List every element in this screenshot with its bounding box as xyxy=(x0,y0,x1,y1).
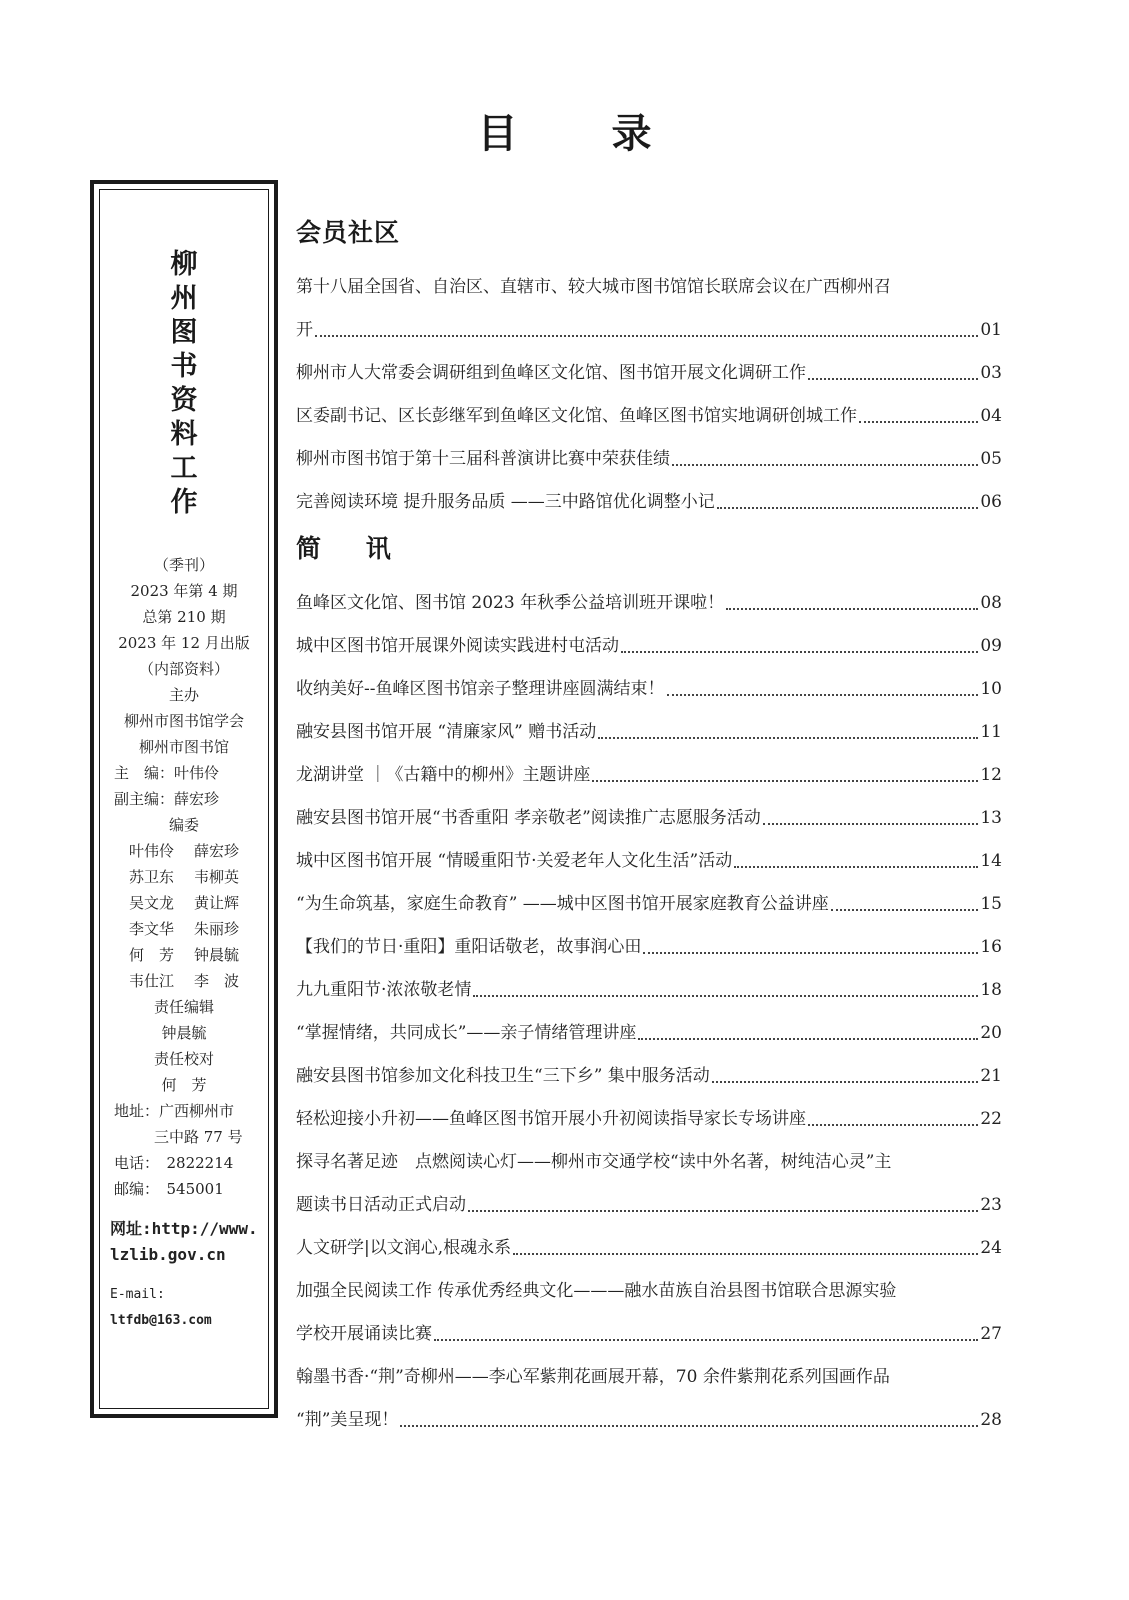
toc-entry[interactable] xyxy=(296,754,1002,797)
board-row xyxy=(100,890,268,916)
dot-leader xyxy=(592,779,978,782)
page-number: 22 xyxy=(980,1109,1002,1129)
board-member: 苏卫东 xyxy=(128,868,174,886)
page-number: 09 xyxy=(980,636,1002,656)
board-label: 编委 xyxy=(168,816,199,834)
toc-entry-line xyxy=(296,1012,1002,1055)
toc-entry[interactable] xyxy=(296,668,1002,711)
phone: 电话： 2822214 xyxy=(114,1154,234,1172)
dot-leader xyxy=(643,951,978,954)
section-heading: 会员社区 xyxy=(296,218,401,247)
toc-entry-title: 鱼峰区文化馆、图书馆 2023 年秋季公益培训班开课啦！ xyxy=(296,593,725,613)
dot-leader xyxy=(468,1209,978,1212)
dot-leader xyxy=(400,1424,978,1427)
page-number: 18 xyxy=(980,980,1002,1000)
frequency: （季刊） xyxy=(153,556,214,574)
toc-entry-title: 区委副书记、区长彭继军到鱼峰区文化馆、鱼峰区图书馆实地调研创城工作 xyxy=(296,406,857,426)
toc-entry[interactable] xyxy=(296,1141,1002,1227)
board-member: 韦仕江 xyxy=(128,972,174,990)
dot-leader xyxy=(808,377,978,380)
page-number: 24 xyxy=(980,1238,1002,1258)
magazine-title-char: 资 xyxy=(170,385,198,416)
toc-entry-title: 人文研学|以文润心,根魂永系 xyxy=(296,1238,512,1258)
toc-entry[interactable] xyxy=(296,969,1002,1012)
toc-entry-line xyxy=(296,1098,1002,1141)
sponsor: 柳州市图书馆 xyxy=(138,738,229,756)
toc-entry-title: 九九重阳节·浓浓敬老情 xyxy=(296,980,472,1000)
address: 地址：广西柳州市 xyxy=(114,1102,235,1120)
toc-entry[interactable] xyxy=(296,883,1002,926)
dot-leader xyxy=(717,506,979,509)
toc-entry-title: 【我们的节日·重阳】重阳话敬老，故事润心田 xyxy=(296,937,642,957)
page-number: 01 xyxy=(980,320,1002,340)
toc-entry[interactable] xyxy=(296,395,1002,438)
table-of-contents xyxy=(296,210,1002,1442)
toc-entry[interactable] xyxy=(296,481,1002,524)
toc-entry[interactable] xyxy=(296,438,1002,481)
website-link[interactable]: 网址:http://www. xyxy=(110,1219,258,1238)
toc-entry-title: 城中区图书馆开展课外阅读实践进村屯活动 xyxy=(296,636,619,656)
toc-entry-title-line: 加强全民阅读工作 传承优秀经典文化———融水苗族自治县图书馆联合思源实验 xyxy=(296,1281,897,1301)
toc-entry-line xyxy=(296,1313,1002,1356)
dot-leader xyxy=(513,1252,978,1255)
board-member: 李 波 xyxy=(194,972,240,990)
toc-entry[interactable] xyxy=(296,797,1002,840)
magazine-title-char: 图 xyxy=(170,317,198,348)
masthead-box xyxy=(90,180,278,1418)
toc-entry-line xyxy=(296,1399,1002,1442)
dot-leader xyxy=(621,650,978,653)
toc-entry-title: 收纳美好--鱼峰区图书馆亲子整理讲座圆满结束！ xyxy=(296,679,665,699)
board-row xyxy=(100,838,268,864)
board-member: 吴文龙 xyxy=(128,894,174,912)
toc-entry-line xyxy=(296,438,1002,481)
toc-entry-line xyxy=(296,926,1002,969)
website-link-cont[interactable]: lzlib.gov.cn xyxy=(110,1245,226,1264)
toc-entry-line xyxy=(296,840,1002,883)
dot-leader xyxy=(734,865,978,868)
toc-entry-line xyxy=(296,395,1002,438)
page-number: 08 xyxy=(980,593,1002,613)
page-number: 16 xyxy=(980,937,1002,957)
toc-entry-line xyxy=(296,1055,1002,1098)
toc-entry[interactable] xyxy=(296,1227,1002,1270)
toc-entry[interactable] xyxy=(296,1055,1002,1098)
dot-leader xyxy=(712,1080,979,1083)
internal-note: （内部资料） xyxy=(138,660,229,678)
issue-number: 2023 年第 4 期 xyxy=(130,582,238,600)
toc-entry-line xyxy=(296,625,1002,668)
board-row xyxy=(100,942,268,968)
toc-entry-title-line: 第十八届全国省、自治区、直辖市、较大城市图书馆馆长联席会议在广西柳州召 xyxy=(296,277,891,297)
board-member: 薛宏珍 xyxy=(194,842,240,860)
toc-entry-line xyxy=(296,711,1002,754)
toc-entry[interactable] xyxy=(296,266,1002,352)
dot-leader xyxy=(434,1338,978,1341)
toc-entry[interactable] xyxy=(296,1012,1002,1055)
toc-entry[interactable] xyxy=(296,625,1002,668)
toc-entry-title: 融安县图书馆开展 “清廉家风” 赠书活动 xyxy=(296,722,597,742)
toc-entry[interactable] xyxy=(296,1098,1002,1141)
board-row xyxy=(100,916,268,942)
board-row xyxy=(100,968,268,994)
page-number: 13 xyxy=(980,808,1002,828)
page-number: 03 xyxy=(980,363,1002,383)
magazine-title-char: 州 xyxy=(170,283,198,314)
toc-entry-title: “掌握情绪，共同成长”——亲子情绪管理讲座 xyxy=(296,1023,637,1043)
dot-leader xyxy=(763,822,979,825)
toc-entry-line xyxy=(296,1184,1002,1227)
total-issue: 总第 210 期 xyxy=(142,608,226,626)
magazine-title-char: 书 xyxy=(170,351,198,382)
board-member: 钟晨毓 xyxy=(194,946,240,964)
board-member: 李文华 xyxy=(128,920,174,938)
toc-entry-line xyxy=(296,797,1002,840)
toc-entry-line xyxy=(296,668,1002,711)
toc-entry-title: 柳州市图书馆于第十三届科普演讲比赛中荣获佳绩 xyxy=(296,449,670,469)
responsible-editor: 钟晨毓 xyxy=(161,1024,207,1042)
proofreader: 何 芳 xyxy=(161,1076,207,1094)
magazine-title-char: 工 xyxy=(170,453,198,484)
toc-entry-line xyxy=(296,1227,1002,1270)
masthead-info xyxy=(100,552,268,1334)
toc-entry[interactable] xyxy=(296,1356,1002,1442)
magazine-title-char: 料 xyxy=(170,419,198,450)
toc-entry-line xyxy=(296,969,1002,1012)
page-number: 06 xyxy=(980,492,1002,512)
email-label: E-mail: xyxy=(110,1287,165,1302)
dot-leader xyxy=(473,994,978,997)
dot-leader xyxy=(808,1123,978,1126)
toc-entry-title: 柳州市人大常委会调研组到鱼峰区文化馆、图书馆开展文化调研工作 xyxy=(296,363,806,383)
page-number: 21 xyxy=(980,1066,1002,1086)
page-number: 15 xyxy=(980,894,1002,914)
toc-entry-title: 轻松迎接小升初——鱼峰区图书馆开展小升初阅读指导家长专场讲座 xyxy=(296,1109,806,1129)
board-member: 韦柳英 xyxy=(194,868,240,886)
toc-entry[interactable] xyxy=(296,1270,1002,1356)
toc-entry-title: 融安县图书馆开展“书香重阳 孝亲敬老”阅读推广志愿服务活动 xyxy=(296,808,761,828)
toc-entry-line xyxy=(296,352,1002,395)
page-number: 05 xyxy=(980,449,1002,469)
toc-entry-line xyxy=(296,309,1002,352)
page-number: 28 xyxy=(980,1410,1002,1430)
toc-entry[interactable] xyxy=(296,926,1002,969)
dot-leader xyxy=(638,1037,978,1040)
deputy-editor: 副主编：薛宏珍 xyxy=(114,790,220,808)
page-number: 23 xyxy=(980,1195,1002,1215)
publish-date: 2023 年 12 月出版 xyxy=(118,634,250,652)
page-number: 14 xyxy=(980,851,1002,871)
board-member: 叶伟伶 xyxy=(128,842,174,860)
board-row xyxy=(100,864,268,890)
dot-leader xyxy=(315,334,978,337)
toc-entry-title: 学校开展诵读比赛 xyxy=(296,1324,432,1344)
address-line-2: 三中路 77 号 xyxy=(154,1128,243,1146)
dot-leader xyxy=(672,463,978,466)
toc-entry-line xyxy=(296,883,1002,926)
dot-leader xyxy=(859,420,978,423)
page-number: 20 xyxy=(980,1023,1002,1043)
page-number: 12 xyxy=(980,765,1002,785)
magazine-title-char: 作 xyxy=(170,487,198,518)
dot-leader xyxy=(667,693,979,696)
dot-leader xyxy=(598,736,978,739)
toc-entry-line xyxy=(296,582,1002,625)
toc-entry-title: “荆”美呈现！ xyxy=(296,1410,399,1430)
masthead-inner-frame xyxy=(99,189,269,1409)
page-number: 27 xyxy=(980,1324,1002,1344)
email-link[interactable]: ltfdb@163.com xyxy=(110,1313,212,1328)
toc-entry[interactable] xyxy=(296,840,1002,883)
section-heading: 简 讯 xyxy=(296,534,409,563)
page-number: 10 xyxy=(980,679,1002,699)
sponsor: 柳州市图书馆学会 xyxy=(123,712,244,730)
proofreader-label: 责任校对 xyxy=(153,1050,214,1068)
chief-editor: 主 编：叶伟伶 xyxy=(114,764,220,782)
toc-entry[interactable] xyxy=(296,711,1002,754)
toc-entry-title: 完善阅读环境 提升服务品质 ——三中路馆优化调整小记 xyxy=(296,492,715,512)
dot-leader xyxy=(726,607,978,610)
magazine-title xyxy=(100,248,268,520)
sponsor-label: 主办 xyxy=(168,686,199,704)
responsible-editor-label: 责任编辑 xyxy=(153,998,214,1016)
page-title: 目 录 xyxy=(477,111,692,157)
toc-entry-line xyxy=(296,754,1002,797)
toc-entry-title: “为生命筑基，家庭生命教育” ——城中区图书馆开展家庭教育公益讲座 xyxy=(296,894,829,914)
toc-entry-title: 城中区图书馆开展 “情暖重阳节·关爱老年人文化生活”活动 xyxy=(296,851,733,871)
toc-entry-title: 开 xyxy=(296,320,313,340)
toc-entry-line xyxy=(296,481,1002,524)
toc-entry-title: 题读书日活动正式启动 xyxy=(296,1195,466,1215)
dot-leader xyxy=(831,908,979,911)
board-member: 何 芳 xyxy=(128,946,174,964)
page-number: 11 xyxy=(980,722,1002,742)
toc-entry-title: 龙湖讲堂 ｜《古籍中的柳州》主题讲座 xyxy=(296,765,591,785)
toc-entry-title-line: 探寻名著足迹 点燃阅读心灯——柳州市交通学校“读中外名著，树纯洁心灵”主 xyxy=(296,1152,892,1172)
board-member: 朱丽珍 xyxy=(194,920,240,938)
toc-entry-title: 融安县图书馆参加文化科技卫生“三下乡” 集中服务活动 xyxy=(296,1066,710,1086)
page-number: 04 xyxy=(980,406,1002,426)
toc-entry[interactable] xyxy=(296,582,1002,625)
postcode: 邮编： 545001 xyxy=(114,1180,224,1198)
board-member: 黄让辉 xyxy=(194,894,240,912)
magazine-title-char: 柳 xyxy=(170,249,198,280)
toc-entry[interactable] xyxy=(296,352,1002,395)
toc-entry-title-line: 翰墨书香·“荆”奇柳州——李心军紫荆花画展开幕，70 余件紫荆花系列国画作品 xyxy=(296,1367,890,1387)
